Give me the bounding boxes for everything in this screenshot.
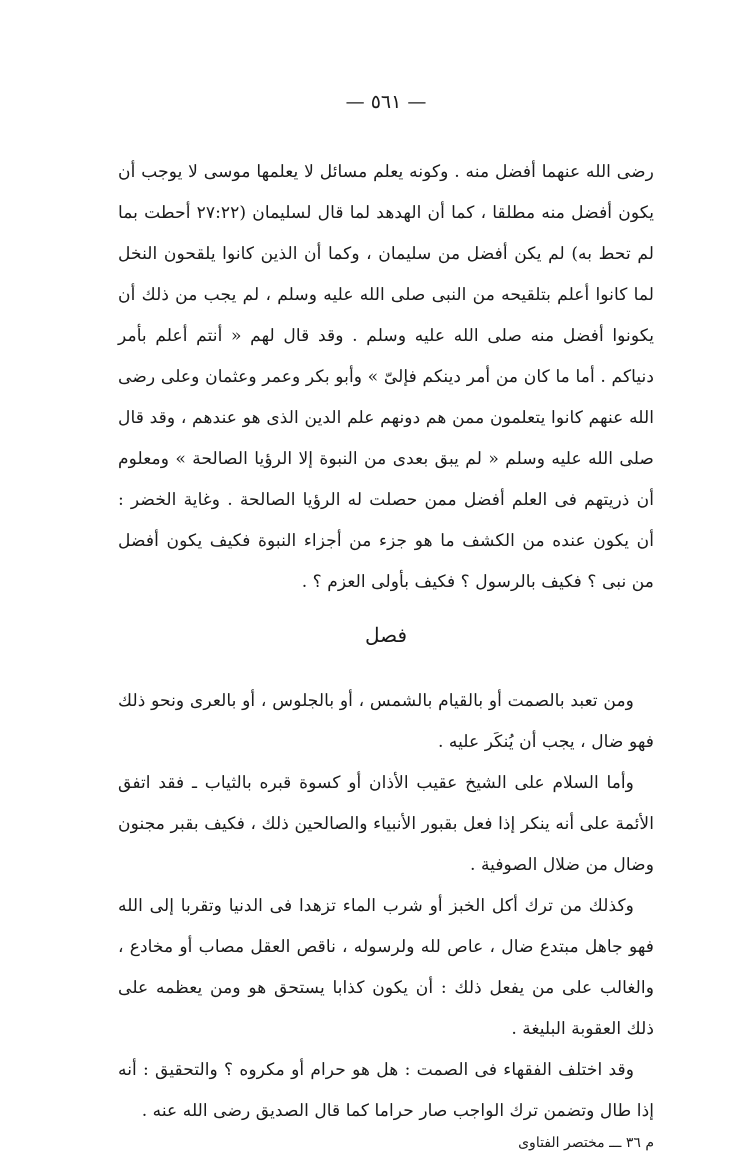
section-heading: فصل (364, 623, 408, 647)
paragraph-silence-worship: ومن تعبد بالصمت أو بالقيام بالشمس ، أو بالجلوس ، أو بالعرى ونحو ذلك فهو ضال ، يجب أن يُنكَر عليه . (118, 691, 654, 752)
paragraph-greeting-sheikh: وأما السلام على الشيخ عقيب الأذان أو كسوة قبره بالثياب ـ فقد اتفق الأئمة على أنه ينكر إذا فعل بقبور الأنبياء والصالحين ذلك ، فكيف بقبر مجنون وضال من ضلال الصوفية . (118, 773, 654, 875)
paragraph-khidr: رضى الله عنهما أفضل منه . وكونه يعلم مسائل لا يعلمها موسى لا يوجب أن يكون أفضل منه مطلقا ، كما أن الهدهد لما قال لسليمان (٢٧:٢٢ أحطت بما لم تحط به) لم يكن أفضل من سليمان ، وكما أن الذين كانوا يلقحون النخل لما كانوا أعلم بتلقيحه من النبى صلى الله عليه وسلم ، لم يجب من ذلك أن يكونوا أفضل منه صلى الله عليه وسلم . وقد قال لهم « أنتم أعلم بأمر دنياكم . أما ما كان من أمر دينكم فإلىّ » وأبو بكر وعمر وعثمان وعلى رضى الله عنهم كانوا يتعلمون ممن هم دونهم علم الدين الذى هو عندهم ، وقد قال صلى الله عليه وسلم « لم يبق بعدى من النبوة إلا الرؤيا الصالحة » ومعلوم أن ذريتهم فى العلم أفضل ممن حصلت له الرؤيا الصالحة . وغاية الخضر : أن يكون عنده من الكشف ما هو جزء من أجزاء النبوة فكيف يكون أفضل من نبى ؟ فكيف بالرسول ؟ فكيف بأولى العزم ؟ . (118, 162, 654, 592)
paragraph-jurists-silence: وقد اختلف الفقهاء فى الصمت : هل هو حرام أو مكروه ؟ والتحقيق : أنه إذا طال وتضمن ترك الواجب صار حراما كما قال الصديق رضى الله عنه . (118, 1060, 654, 1121)
page-footer: م ٣٦ ـــ مختصر الفتاوى (518, 1135, 654, 1151)
document-page (118, 88, 654, 1151)
paragraph-abstaining-bread: وكذلك من ترك أكل الخبز أو شرب الماء تزهدا فى الدنيا وتقربا إلى الله فهو جاهل مبتدع ضال ، عاص لله ولرسوله ، ناقص العقل مصاب أو مخادع ، والغالب على من يفعل ذلك : أن يكون كذابا يستحق هو ومن يعظمه على ذلك العقوبة البليغة . (118, 896, 654, 1039)
page-number: — ٥٦١ — (345, 91, 427, 113)
